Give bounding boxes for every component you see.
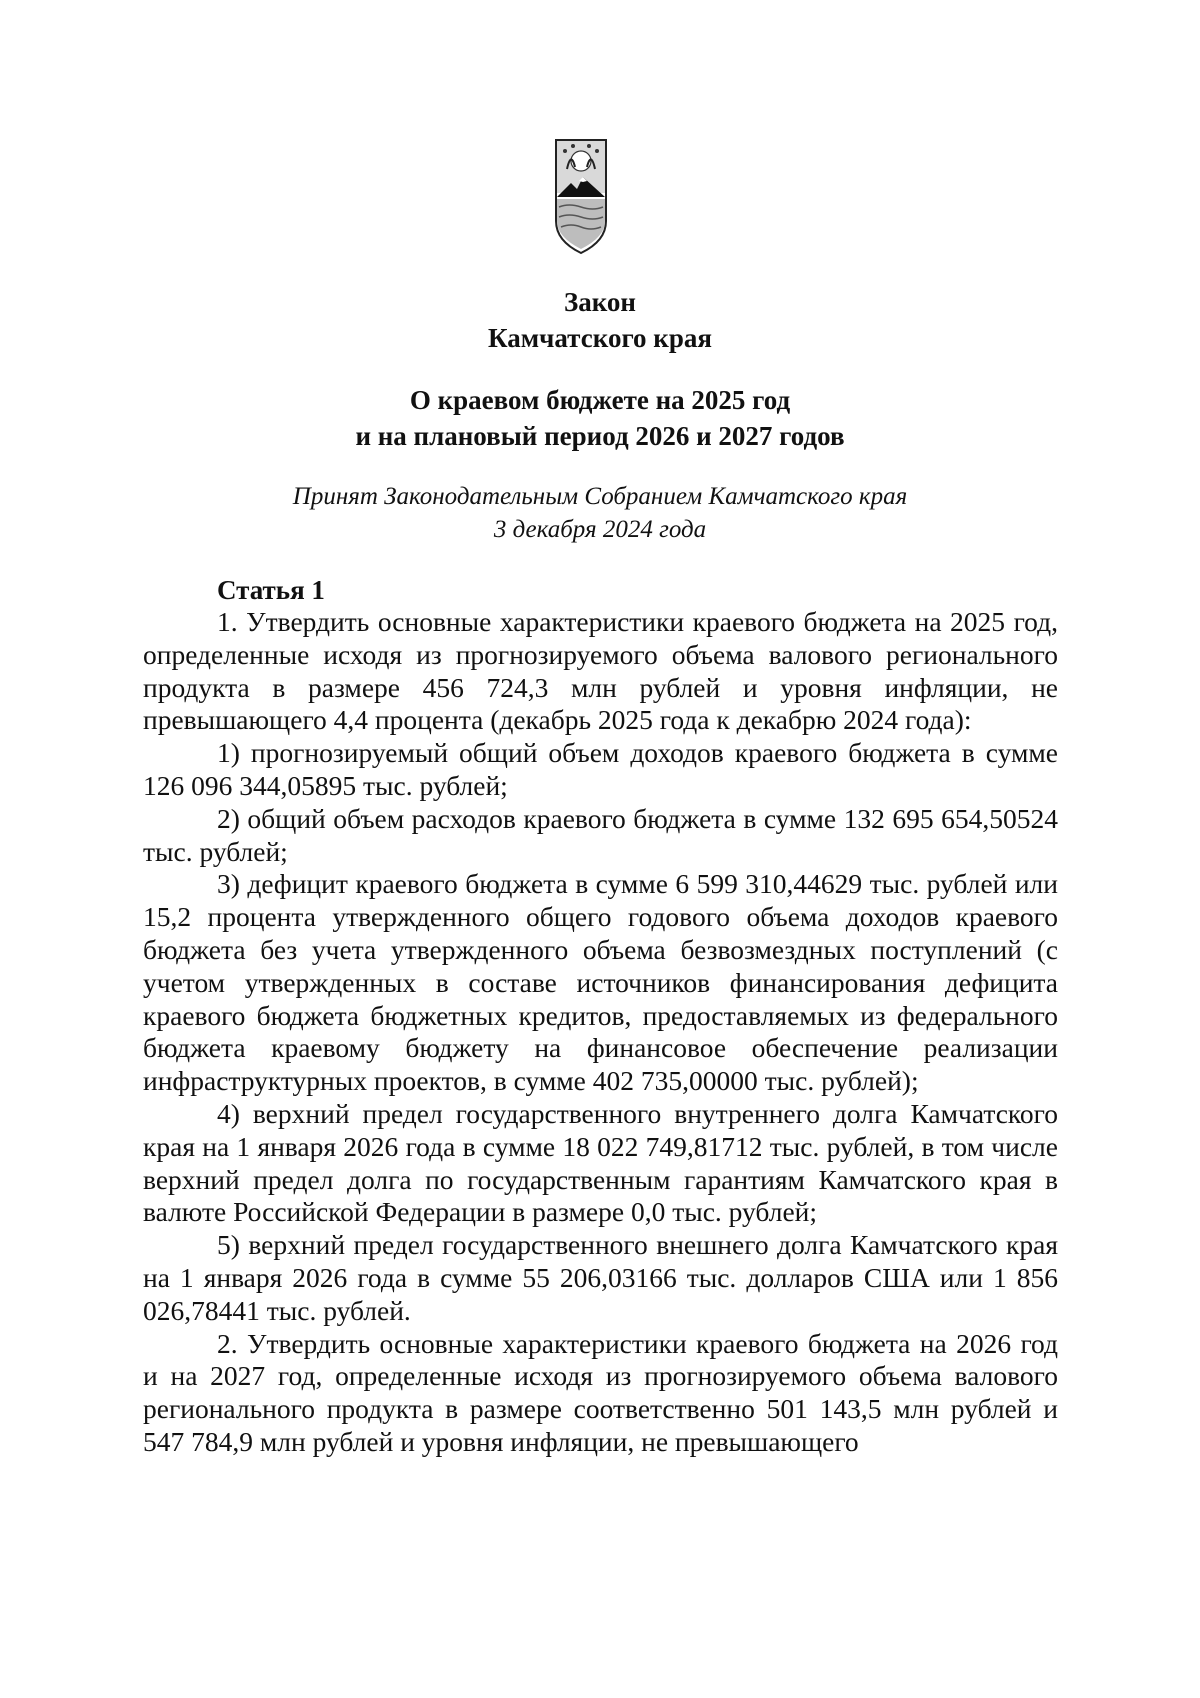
paragraph-2: 2. Утвердить основные характеристики краевого бюджета на 2026 год и на 2027 год, определенные исходя из прогнозируемого объема валового регионального продукта в размере соответственно 501 143,5 млн рублей и 547 784,9 млн рублей и уровня инфляции, не превышающего [143,1327,1058,1457]
paragraph-1-item-1: 1) прогнозируемый общий объем доходов краевого бюджета в сумме 126 096 344,05895 тыс. рублей; [143,737,1058,801]
article-body [143,606,1058,1459]
adoption-note [0,480,1200,546]
law-subject [0,382,1200,454]
paragraph-1-item-4: 4) верхний предел государственного внутреннего долга Камчатского края на 1 января 2026 года в сумме 18 022 749,81712 тыс. рублей, в том числе верхний предел долга по государственным гарантиям Камчатского края в валюте Российской Федерации в размере 0,0 тыс. рублей; [143,1097,1058,1228]
law-subject-line-2: и на плановый период 2026 и 2027 годов [355,421,845,451]
law-title-line-1: Закон [563,287,636,317]
paragraph-1-item-5: 5) верхний предел государственного внешнего долга Камчатского края на 1 января 2026 года в сумме 55 206,03166 тыс. долларов США или 1 856 026,78441 тыс. рублей. [143,1229,1058,1326]
paragraph-1-item-3: 3) дефицит краевого бюджета в сумме 6 599 310,44629 тыс. рублей или 15,2 процента утвержденного общего годового объема доходов краевого бюджета без учета утвержденного объема безвозмездных поступлений (с учетом утвержденных в составе источников финансирования дефицита краевого бюджета бюджетных кредитов, предоставляемых из федерального бюджета краевому бюджету на финансовое обеспечение реализации инфраструктурных проектов, в сумме 402 735,00000 тыс. рублей); [143,868,1058,1097]
adoption-note-line-1: Принят Законодательным Собранием Камчатского края [292,483,908,510]
coat-of-arms-emblem [553,137,609,255]
law-title [0,284,1200,356]
paragraph-1-item-2: 2) общий объем расходов краевого бюджета в сумме 132 695 654,50524 тыс. рублей; [143,802,1058,867]
article-heading: Статья 1 [217,575,325,605]
adoption-date: 3 декабря 2024 года [493,516,707,543]
law-subject-line-1: О краевом бюджете на 2025 год [409,385,791,415]
law-title-line-2: Камчатского края [488,323,712,353]
paragraph-1: 1. Утвердить основные характеристики краевого бюджета на 2025 год, определенные исходя из прогнозируемого объема валового регионального продукта в размере 456 724,3 млн рублей и уровня инфляции, не превышающего 4,4 процента (декабрь 2025 года к декабрю 2024 года): [143,606,1058,736]
